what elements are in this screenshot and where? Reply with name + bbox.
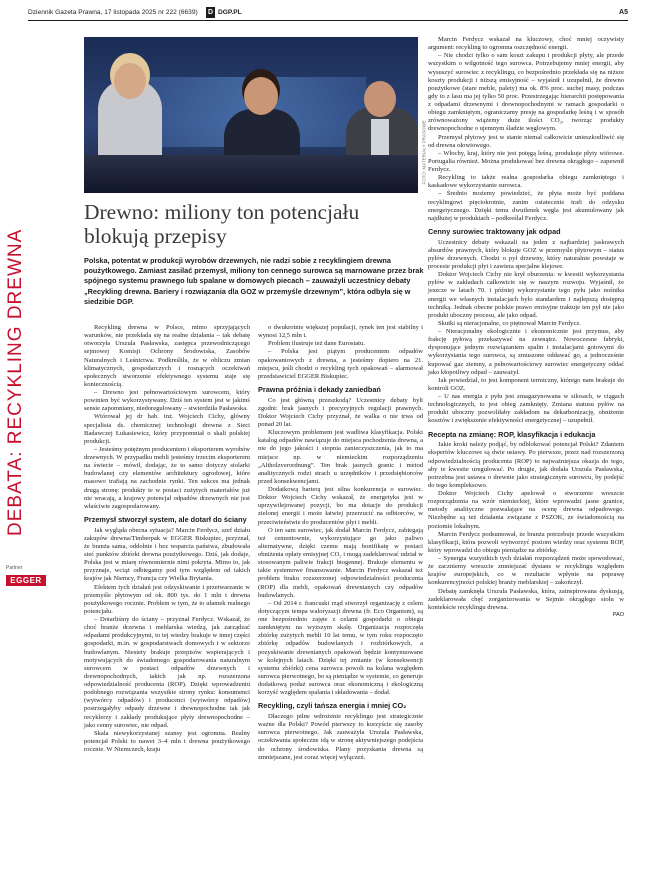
subheading: Prawna próżnia i dekady zaniedbań: [258, 384, 381, 394]
paragraph: Doktor Wojciech Cichy apelował o stworzenie wreszcie rozporządzenia na wzór niemieckiej, które wprowadzi jasne granice, metody analityczne pozwalające na ocenę drewna odpadowego. Niezbędne są też działania związane z PSZOK, ze świadomością na poziomie lokalnym.: [428, 490, 624, 530]
paragraph: Marcin Ferdycz podsumował, że branża potrzebuje przede wszystkim klasyfikacji, która pozwoli wytworzyć poziom wiedzy oraz systemu ROP, który wprowadzi do obiegu pieniądze na zbiórkę.: [428, 530, 624, 554]
subheading: Przemysł stworzył system, ale dotarł do ściany: [84, 514, 247, 524]
header-divider: [28, 20, 628, 21]
paragraph: Dlaczego pilne wdrożenie recyklingu jest strategicznie ważne dla Polski? Powód pierwszy to korzyście się zasoby surowca pierwotnego. Jak zauważyła Urszula Pasławska, oczekiwania społeczne idą w stronę aktywniejszego podejścia do ochrony środowiska. Plany pozyskania drewna są zmniejszane, jest coraz więcej wyłączeń.: [258, 713, 423, 761]
debate-photo: [84, 37, 418, 193]
paragraph: – Dotarliśmy do ściany – przyznał Ferdycz. Wskazał, że choć branże drzewna i meblarska wiedzą, jak zarządzać odpadami produkcyjnymi, to tej wiedzy brakuje w innej części gospodarki, m.in. w gospodarstwach domowych i w sektorze budowlanym. Niestety brakuje przepisów wspierających i motywujących do świadomego gospodarowania naturalnym surowcem w postaci odpadów drzewnych i drewnopochodnych, takich jak np. rozszerzona odpowiedzialność producenta (ROP). Dzięki wprowadzeniu podobnego rozwiązania wszystkie strony rynku: konsumenci (wytwórcy odpadów) i producenci (wytwórcy odpadów) postrzegałyby odpady drzewne i drewnopochodne tak jak recyklerzy i zakłady produkujące płyty drewnopochodne – jako cenny surowiec, nie odpad.: [84, 616, 250, 729]
publication-info: Dziennik Gazeta Prawna, 17 listopada 2025 nr 222 (6639): [28, 9, 198, 16]
subheading: Cenny surowiec traktowany jak odpad: [428, 226, 561, 236]
subheading: Recepta na zmianę: ROP, klasyfikacja i edukacja: [428, 429, 596, 439]
paragraph: – Od 2014 r. francuski rząd stworzył organizację z celem dotyczącym tempa waloryzacji drewna (fr. Eco Organism), są one bezpośrednio zajęte z celami gospodarki o obiegu zamkniętym na wyższym skalę. Organizacja rozpoczęła zbiórkę zużytych mebli 10 lat temu, w tym roku rozpoczęto zbiórkę odpadów budowlanych i rozbiórkowych, a pozyskiwanie drewnianych opakowań będzie kontynuowane w kolejnych latach. Dzięki tej zmianie (w konsekwencji systemu zbiórki) cena surowca powoli na kolana względem surowca pierwotnego, bo są pieniądze w systemie, co generuje dodatkową podaż surowca oraz ekonomiczną i ekologiczną korzyść względem spalania i składowania – dodał.: [258, 599, 423, 697]
paragraph: Jak wygląda obecna sytuacja? Marcin Ferdycz, szef działu zakupów drewna/Timberpak w EGGER Biskupiec, przyznał, że branża sama, oddolnie i bez wsparcia państwa, zbudowała sieć punktów zbiórki drewna poużytkowego. Dziś, jak dodaje, Polska jest w miarę równomiernie nimi pokryta. Mimo to, jak przyznaje, wciąż odbiegamy pod tym względem od takich krajów jak Niemcy, Francja czy Wielka Brytania.: [84, 526, 250, 583]
paragraph: – Polska jest piątym producentem odpadów opakowaniowych z drewna, a jesteśmy dopiero na 21. miejscu, jeśli chodzi o recykling tych opakowań – alarmował przedstawiciel EGGER Biskupiec.: [258, 348, 423, 380]
paragraph: Jakie kroki należy podjąć, by odblokować potencjał Polski? Zdaniem ekspertów kluczowe są dwie ustawy. Po pierwsze, przez nad rozszerzoną odpowiedzialnością producenta (ROP) to najważniejsza okazja do tego, aby te kwestie uregulować. Po drugie, jak dodała Urszula Pasławska, potrzebna jest ustawa o drewnie jako strategicznym surowcu, by podejść do tego kompleksowo.: [428, 441, 624, 489]
paragraph: Recykling to także realna gospodarka obiegu zamkniętego i kaskadowe wykorzystanie surowca.: [428, 174, 624, 190]
paragraph: – Nie chodzi tylko o sam koszt zakupu i produkcji płyty, ale przede wszystkim o wilgotność tego surowca. Potrzebujemy mniej energii, aby wysuszyć surowiec z recyklingu, co bezpośrednio przekłada się na niższe koszty produkcji i niższą emisyjność – wyjaśnił i uzupełnił, że drewno poużytkowe (stare meble, palety) ma ok. 8% proc. suchej masy, podczas gdy to z lasu ma jej tylko 50 proc. Przestrzegając hierarchii postępowania z odpadami drzewnymi i drewnopochodnymi w ramach gospodarki o obiegu zamkniętym, ograniczamy presję na gospodarkę leśną i w sposób zrównoważony wiążemy duże ilości CO₂, tworząc produkty drewnopochodne o ujemnym śladzie węglowym.: [428, 52, 624, 133]
paragraph: – Nieracjonalny ekologicznie i ekonomicznie jest przymus, aby frakcję pyłową przekazywać na zewnątrz. Nowoczesne fabryki, dysponujące jednym rozwiązaniem spalin i instalacjami gotowymi do wykorzystania tego surowca, są zmuszone oddawać go, a jednocześnie kupować gaz ziemny, a pełnowartościowy surowiec energetyczny oddać jako kłopotliwy odpad – zauważył.: [428, 328, 624, 376]
paragraph: Kluczowym problemem jest wadliwa klasyfikacja. Polski katalog odpadów nawiązuje do miejsca pochodzenia drewna, a nie do jego jakości i stopnia zanieczyszczenia, jak to ma miejsce np. w niemieckim rozporządzeniu „Altholzverordnung”. Ten brak jasnych granic i metod analitycznych rodzi strach u urzędników i przedsiębiorców przed konsekwencjami.: [258, 429, 423, 485]
paragraph: – Synergia wszystkich tych działań rozporządzeń może spowodować, że zaczniemy wreszcie zmniejszać dystans w recyklingu względem krajów europejskich, co w rezultacie wpłynie na poprawę konkurencyjności polskiej branży meblarskiej – zakończył.: [428, 555, 624, 587]
photo-credit: [420, 120, 428, 190]
participant-center-head: [244, 77, 278, 115]
paragraph: Skutki są nieracjonalne, co piętnował Marcin Ferdycz.: [438, 319, 581, 327]
paragraph: – Średnio możemy powiedzieć, że płyta może być poddana recyklingowi pięciokrotnie, zanim ostatecznie trafi do odzysku energetycznego. Dzięki temu dwutlenek węgla jest akumulowany jak najdłużej w produktach – podkreślał Ferdycz.: [428, 190, 624, 222]
paragraph: Debatę zamknęła Urszula Pasławska, która, zainspirowana dyskusją, zadeklarowała chęć zorganizowania w Sejmie okrągłego stołu w kontekście recyklingu drewna.: [428, 587, 624, 611]
partner-label: Partner: [6, 565, 23, 571]
paragraph: Doktor Wojciech Cichy nie krył oburzenia: w kwestii wykorzystania pyłów w zakładach całkowicie się w naszym rozwoju. Wyjaśnił, że jeszcze w latach 70. i później wykorzystanie tego pyłu jako nośnika energii we własnych instalacjach było standardem i najlepszą dostępną techniką. Jednak obecne polskie prawo emisyjne traktuje ten pył nie jako produkt uboczny procesu, ale jako odpad.: [428, 271, 624, 319]
author-initials: PAO: [612, 611, 624, 618]
egger-logo: EGGER: [6, 575, 46, 586]
paragraph: Wtórował jej dr hab. inż. Wojciech Cichy, główny specjalista ds. chemicznej technologii drewna z Sieci Badawczej Łukasiewicz, który przypomniał o skali polskiej produkcji.: [84, 413, 250, 445]
paragraph: Efektem tych działań jest odzyskiwanie i przetwarzanie w przemyśle płytowym od ok. 800 tys. do 1 mln t drewna poużytkowego rocznie. Problem w tym, że to ułamek realnego potencjału.: [84, 583, 250, 615]
article-title: Drewno: miliony ton potencjału blokują przepisy: [84, 200, 360, 248]
participant-right-shirt: [371, 119, 389, 159]
article-column-1: [84, 324, 250, 754]
paragraph: Problem ilustruje też dane Eurostatu.: [268, 340, 365, 348]
paragraph: O ten sam surowiec, jak dodał Marcin Ferdycz, zabiegają też cementownie, wykorzystujące go jako paliwo alternatywne, dzięki czemu mają bonifikatę w postaci obniżenia opłaty emisyjnej CO₂ i mogą zadeklarować udział w stosowanym paliwie frakcji biogennej. Brakuje elementu w takie systemowe finansowanie. Marcin Ferdycz wskazał też problem braku rozszerzonej odpowiedzialności producenta (ROP) dla mebli, opakowań drewnianych czy odpadów budowlanych.: [258, 526, 423, 599]
paragraph: – Jesteśmy potężnym producentem i eksporterem wyrobów drzewnych. W przypadku mebli jesteśmy trzecim eksporterem na świecie – mówił, dodając, że to samo dotyczy stolarki budowlanej czy elementów architektury ogrodowej, które masowo trafiają na zachodnie rynki. Ten sukces ma jednak drugą stronę: produkty te w postaci zużytych materiałów już nie wracają, a krajowy potencjał odpadów drzewnych nie jest właściwie zagospodarowany.: [84, 445, 250, 510]
paragraph: – Włochy, kraj, który nie jest potęgą leśną, produkuje płyty wiórowe. Portugalia również. Można produkować bez drewna okrągłego – zapewnił Ferdycz.: [428, 149, 624, 173]
paragraph: Jak powiedział, to jest komponent termiczny, którego nam brakuje do kontroli GOZ.: [428, 376, 624, 392]
paragraph: – U nas energia z pyłu jest zmagazynowana w silosach, w ciągach technologicznych, to jest obieg zamknięty. Zmiana statusu pyłów na produkt uboczny pozwoliłaby zakładom na dekarbonizację, obniżenie kosztów i zwiększenie efektywności energetycznej – uzupełnił.: [428, 393, 624, 425]
paragraph: Recykling drewna w Polsce, mimo sprzyjających warunków, nie przekłada się na realne działania – tak debatę otworzyła Urszula Pasławska, zastępca przewodniczącego sejmowej Komisji Ochrony Środowiska, Zasobów Naturalnych i Leśnictwa. Podkreśliła, że w obliczu zmian klimatycznych, gospodarczych i rosnących oczekiwań społecznych stworzenie efektywnego systemu staje się koniecznością.: [84, 324, 250, 388]
studio-table: [84, 155, 418, 193]
paragraph: o dwukrotnie większej populacji, rynek ten jest stabilny i wynosi 12,5 mln t.: [258, 324, 423, 340]
participant-left-head: [114, 63, 146, 99]
website-domain[interactable]: DGP.PL: [218, 9, 242, 16]
participant-right-head: [364, 81, 396, 117]
paragraph: Co jest główną przeszkodą? Uczestnicy debaty byli zgodni: brak jasnych i precyzyjnych regulacji prawnych. Doktor Wojciech Cichy przyznał, że walka o nie trwa od ponad 20 lat.: [258, 396, 423, 429]
article-column-2: [258, 324, 423, 762]
dgp-logo-icon: D: [207, 9, 214, 16]
photo-credit-text: FOTO: MATERIAŁY PRASOWE: [421, 120, 427, 185]
article-lead: Polska, potentat w produkcji wyrobów drzewnych, nie radzi sobie z recyklingiem drewna poużytkowego. Zamiast zasilać przemysł, miliony ton cennego surowca są marnowane przez brak spójnego systemu prawnego lub spalane w domowych piecach – zauważyli uczestnicy debaty „Recykling drewna. Bariery i rozwiązania dla GOZ w przemyśle drzewnym”, która odbyła się w siedzibie DGP.: [84, 256, 424, 306]
paragraph: Skala niewykorzystanej szansy jest ogromna. Realny potencjał Polski to nawet 3–4 mln t drewna poużytkowego rocznie. W Niemczech, kraju: [84, 729, 250, 754]
paragraph: – Drewno jest pełnowartościowym surowcem, który powinien być wykorzystywany. Dziś ten system jest w jakimś sensie zapomniany, niedoregulowany – stwierdziła Pasławska.: [84, 389, 250, 413]
paragraph: Dodatkową barierą jest silna konkurencja o surowiec. Doktor Wojciech Cichy wskazał, że energetyka jest w uprzywilejowanej pozycji, bo ma dotacje do produkcji zielonej energii i może łatwiej przerzucić na odbiorców, w przeciwieństwie do producentów płyt i mebli.: [258, 486, 423, 526]
page-header: [28, 5, 628, 27]
paragraph: Uczestnicy debaty wskazali na jeden z najbardziej jaskrawych absurdów prawnych, który blokuje GOZ w przemyśle płytowym – status pyłów drzewnych. Chodzi o pył drzewny, który naturalnie powstaje w procesie produkcji płyt i zawiera specjalne klejowe.: [428, 238, 624, 271]
subheading: Recykling, czyli tańsza energia i mniej CO₂: [258, 701, 407, 711]
paragraph: Przemysł płytowy jest w stanie niemal całkowicie unieszkodliwić się od drewna ołowiowego.: [428, 133, 624, 149]
article-column-3: [428, 36, 624, 619]
page-number: A5: [619, 9, 628, 16]
section-label-text: DEBATA: RECYKLING DREWNA: [5, 228, 26, 536]
paragraph: Marcin Ferdycz wskazał na kluczowy, choć mniej oczywisty argument: recykling to ogromna oszczędność energii.: [428, 36, 624, 52]
section-label: [5, 228, 26, 536]
